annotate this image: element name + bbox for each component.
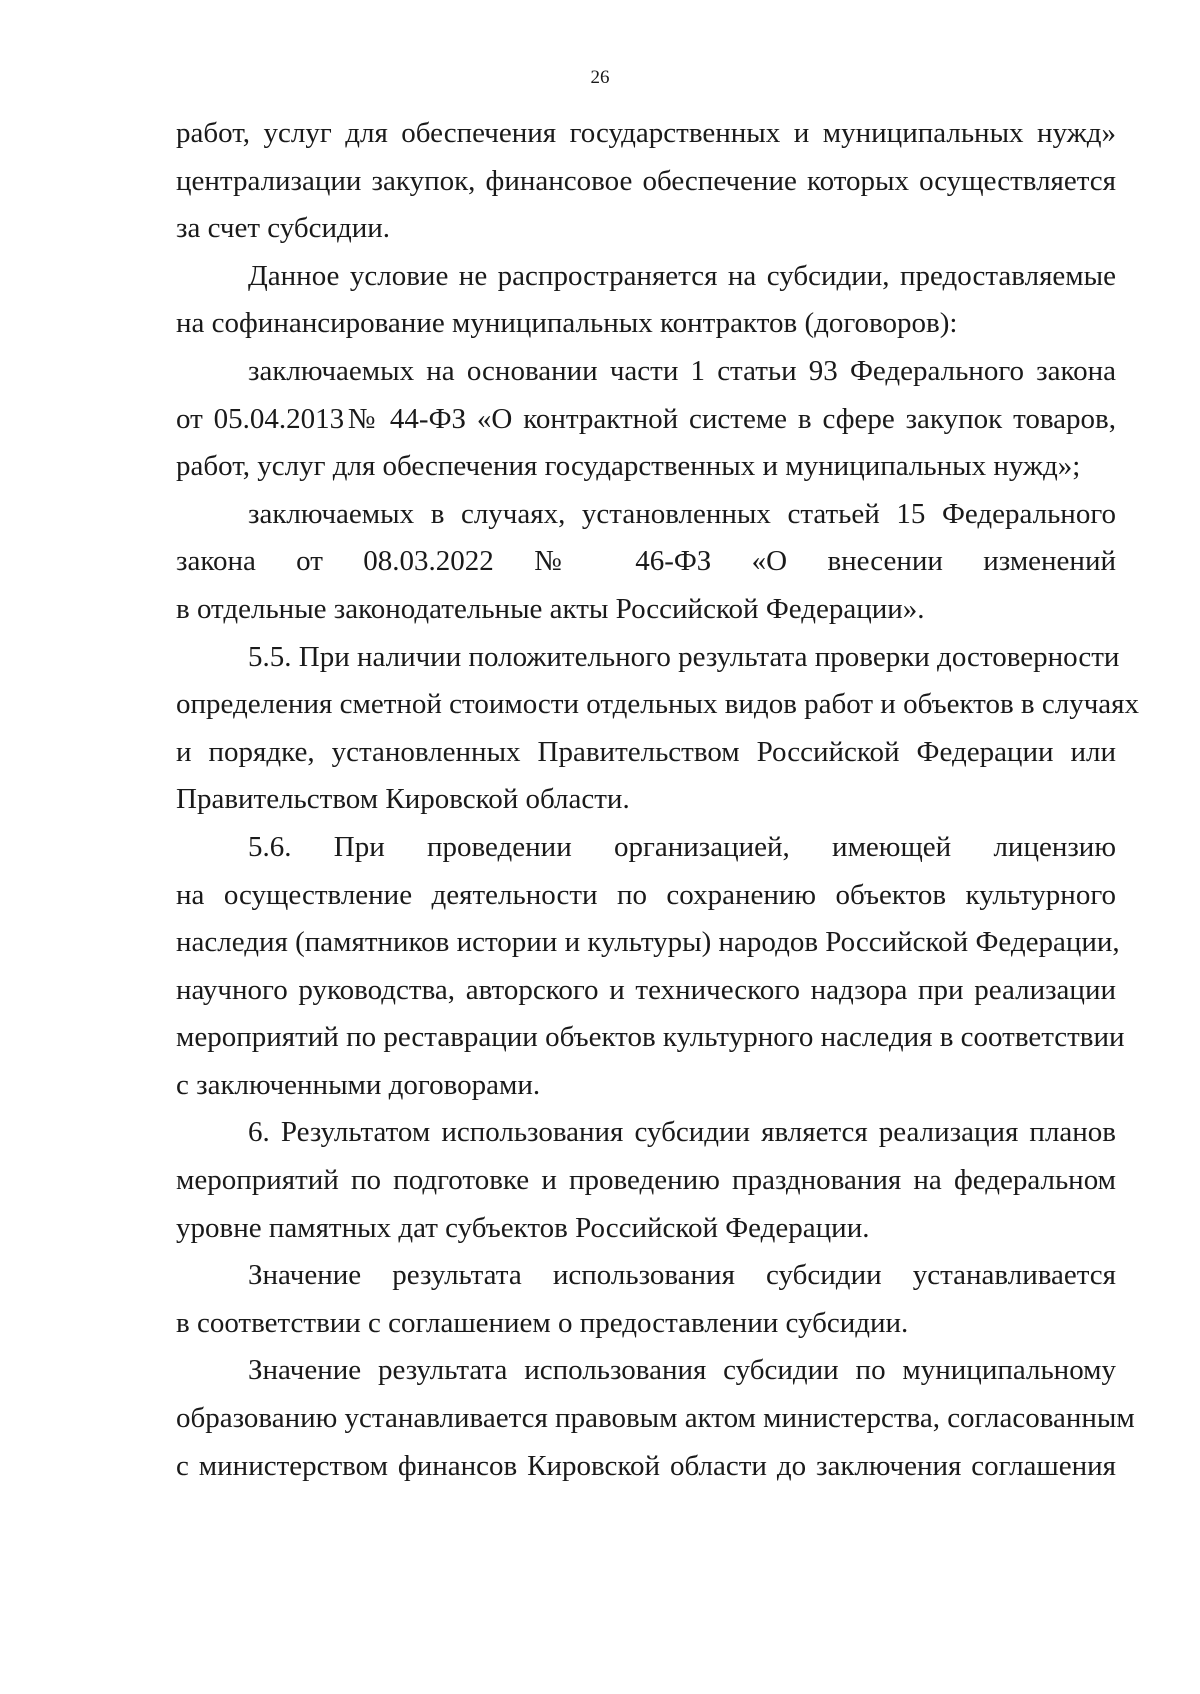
text-line: работ, услуг для обеспечения государственных и муниципальных нужд»; bbox=[176, 450, 1081, 483]
text-line: образованию устанавливается правовым актом министерства, согласованным bbox=[176, 1402, 1135, 1435]
text-line: с министерством финансов Кировской области до заключения соглашения bbox=[176, 1449, 1116, 1482]
text-line: закона от 08.03.2022 № 46-ФЗ «О внесении изменений bbox=[176, 545, 1116, 578]
text-line: 5.5. При наличии положительного результата проверки достоверности bbox=[248, 640, 1120, 673]
text-line: за счет субсидии. bbox=[176, 212, 391, 245]
text-line: работ, услуг для обеспечения государственных и муниципальных нужд» bbox=[176, 117, 1116, 149]
text-line: Данное условие не распространяется на субсидии, предоставляемые bbox=[248, 259, 1116, 292]
page-number: 26 bbox=[590, 67, 610, 88]
text-line: на софинансирование муниципальных контрактов (договоров): bbox=[176, 307, 958, 340]
text-line: с заключенными договорами. bbox=[176, 1068, 541, 1101]
text-line: мероприятий по подготовке и проведению празднования на федеральном bbox=[176, 1164, 1116, 1197]
text-line: на осуществление деятельности по сохранению объектов культурного bbox=[176, 878, 1116, 911]
text-line: мероприятий по реставрации объектов культурного наследия в соответствии bbox=[176, 1021, 1125, 1054]
text-line: Правительством Кировской области. bbox=[176, 783, 630, 816]
text-line: 6. Результатом использования субсидии является реализация планов bbox=[248, 1116, 1116, 1149]
text-line: уровне памятных дат субъектов Российской Федерации. bbox=[176, 1211, 870, 1244]
text-line: научного руководства, авторского и технического надзора при реализации bbox=[176, 973, 1116, 1006]
text-line: заключаемых в случаях, установленных статьей 15 Федерального bbox=[248, 497, 1116, 530]
text-line: централизации закупок, финансовое обеспечение которых осуществляется bbox=[176, 164, 1116, 197]
text-line: Значение результата использования субсидии устанавливается bbox=[248, 1259, 1116, 1292]
text-line: наследия (памятников истории и культуры) народов Российской Федерации, bbox=[176, 926, 1120, 959]
text-line: 5.6. При проведении организацией, имеющей лицензию bbox=[248, 830, 1116, 863]
text-line: определения сметной стоимости отдельных видов работ и объектов в случаях bbox=[176, 688, 1139, 721]
text-line: Значение результата использования субсидии по муниципальному bbox=[248, 1354, 1116, 1387]
text-line: в отдельные законодательные акты Российской Федерации». bbox=[176, 592, 925, 625]
document-body bbox=[176, 110, 1139, 1490]
text-line: от 05.04.2013№ 44-ФЗ «О контрактной системе в сфере закупок товаров, bbox=[176, 402, 1116, 435]
text-line: заключаемых на основании части 1 статьи 93 Федерального закона bbox=[248, 354, 1116, 387]
text-line: в соответствии с соглашением о предоставлении субсидии. bbox=[176, 1306, 909, 1339]
text-line: и порядке, установленных Правительством Российской Федерации или bbox=[176, 735, 1116, 768]
